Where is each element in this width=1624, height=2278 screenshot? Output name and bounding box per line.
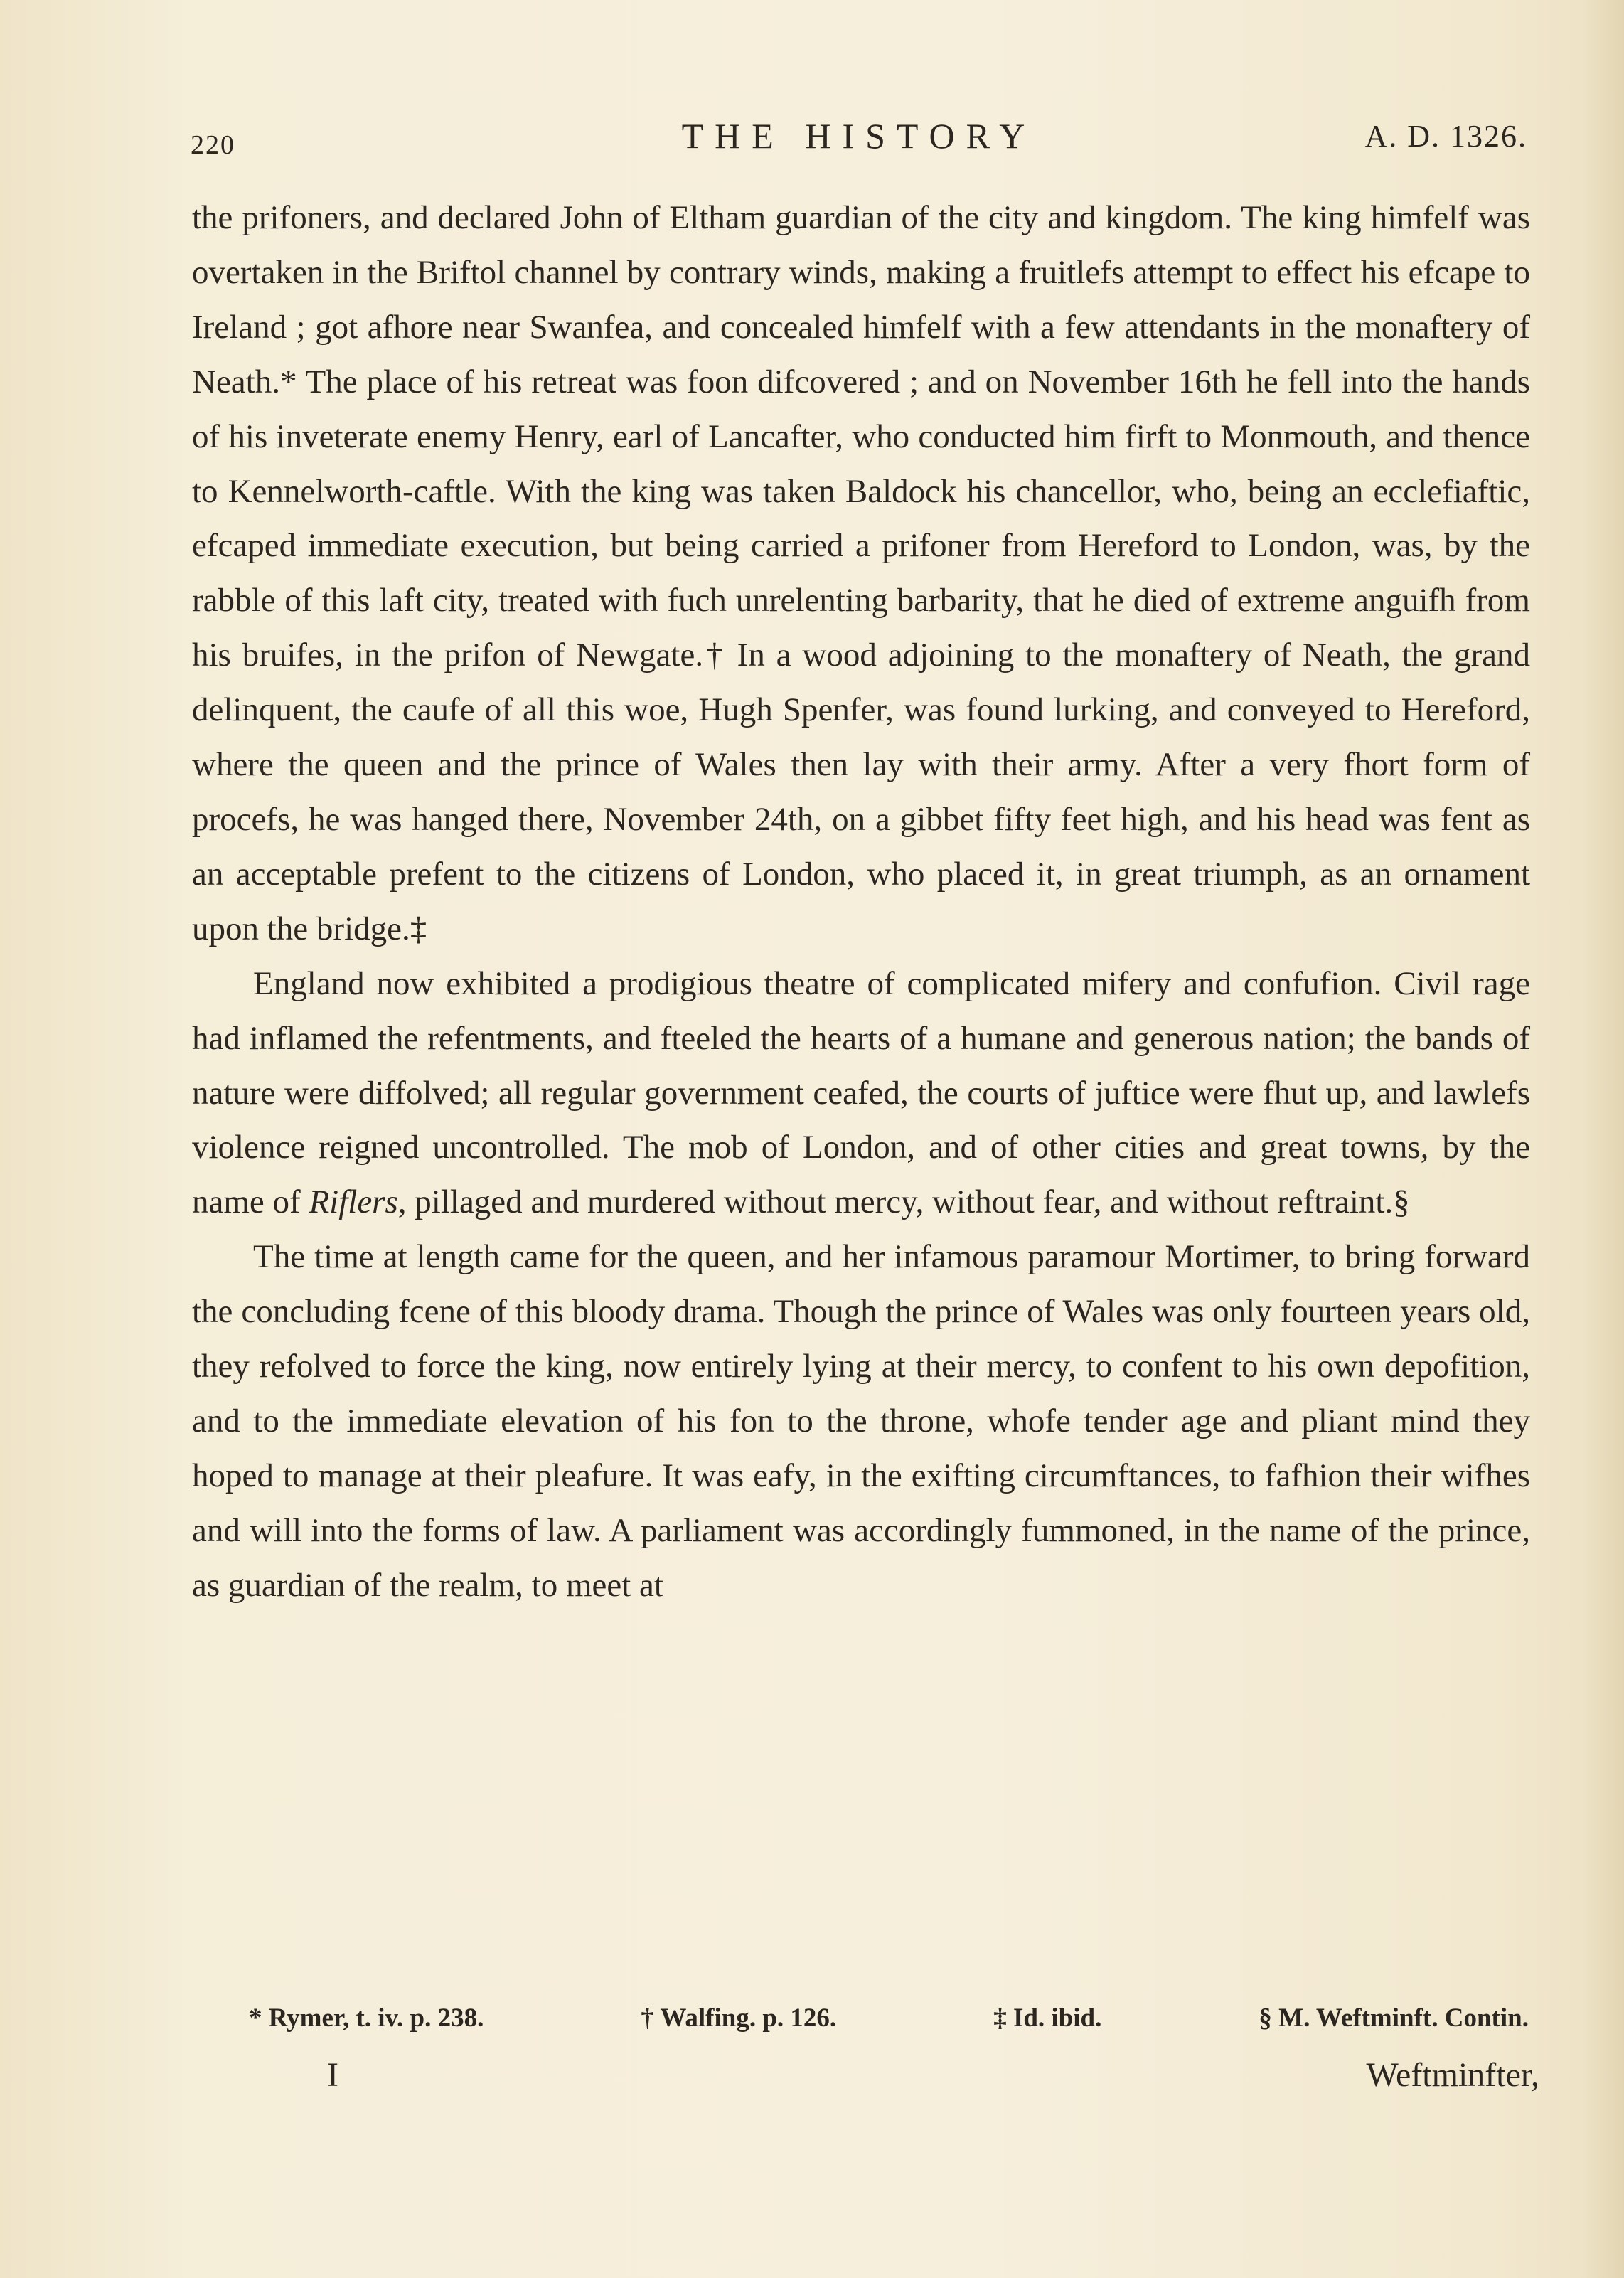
paragraph-1: the prifoners, and declared John of Eltham guardian of the city and kingdom. The king himfelf was overtaken in the Briftol channel by contrary winds, making a fruitlefs attempt to effect his efcape to Ireland ; got afhore near Swanfea, and concealed himfelf with a few attendants in the monaftery of Neath.* The place of his retreat was foon difcovered ; and on November 16th he fell into the hands of his inveterate enemy Henry, earl of Lancafter, who conducted him firft to Monmouth, and thence to Kennelworth-caftle. With the king was taken Baldock his chancellor, who, being an ecclefiaftic, efcaped immediate execution, but being carried a prifoner from Hereford to London, was, by the rabble of this laft city, treated with fuch unrelenting barbarity, that he died of extreme anguifh from his bruifes, in the prifon of Newgate.† In a wood adjoining to the monaftery of Neath, the grand delinquent, the caufe of all this woe, Hugh Spenfer, was found lurking, and conveyed to Hereford, where the queen and the prince of Wales then lay with their army. After a very fhort form of procefs, he was hanged there, November 24th, on a gibbet fifty feet high, and his head was fent as an acceptable prefent to the citizens of London, who placed it, in great triumph, as an ornament upon the bridge.‡ [192,199,1530,947]
paragraph-2 [192,957,1530,1230]
paragraph-3: The time at length came for the queen, and her infamous paramour Mortimer, to bring forward the concluding fcene of this bloody drama. Though the prince of Wales was only fourteen years old, they refolved to force the king, now entirely lying at their mercy, to confent to his own depofition, and to the immediate elevation of his fon to the throne, whofe tender age and pliant mind they hoped to manage at their pleafure. It was eafy, in the exifting circumftances, to fafhion their wifhes and will into the forms of law. A parliament was accordingly fummoned, in the name of the prince, as guardian of the realm, to meet at [192,1238,1530,1604]
paragraph-2-italic: Riflers [309,1183,398,1221]
footnote-2: † Walfing. p. 126. [641,2003,837,2033]
page-header [191,115,1527,165]
catchword: Weftminfter, [1366,2056,1539,2094]
running-title: THE HISTORY [681,116,1037,156]
footnotes [249,2003,1529,2033]
page-number: 220 [191,130,235,160]
page-edge-shading [1581,0,1624,2278]
footnote-3: ‡ Id. ibid. [993,2003,1102,2033]
paragraph-2-text-start: England now exhibited a prodigious theatre of complicated mifery and confufion. Civil rage had inflamed the refentments, and fteeled the hearts of a humane and generous nation; the bands of nature were diffolved; all regular government ceafed, the courts of juftice were fhut up, and lawlefs violence reigned uncontrolled. The mob of London, and of other cities and great towns, by the name of [192,964,1530,1221]
body-text [192,191,1530,1613]
signature-mark: I [327,2056,338,2094]
footnote-1: * Rymer, t. iv. p. 238. [249,2003,484,2033]
footnote-row [249,2003,1529,2033]
year-marker: A. D. 1326. [1364,119,1527,154]
page-footer [327,2055,1539,2105]
footnote-4: § M. Weftminft. Contin. [1259,2003,1529,2033]
paragraph-2-text-end: , pillaged and murdered without mercy, without fear, and without reftraint.§ [397,1183,1410,1221]
